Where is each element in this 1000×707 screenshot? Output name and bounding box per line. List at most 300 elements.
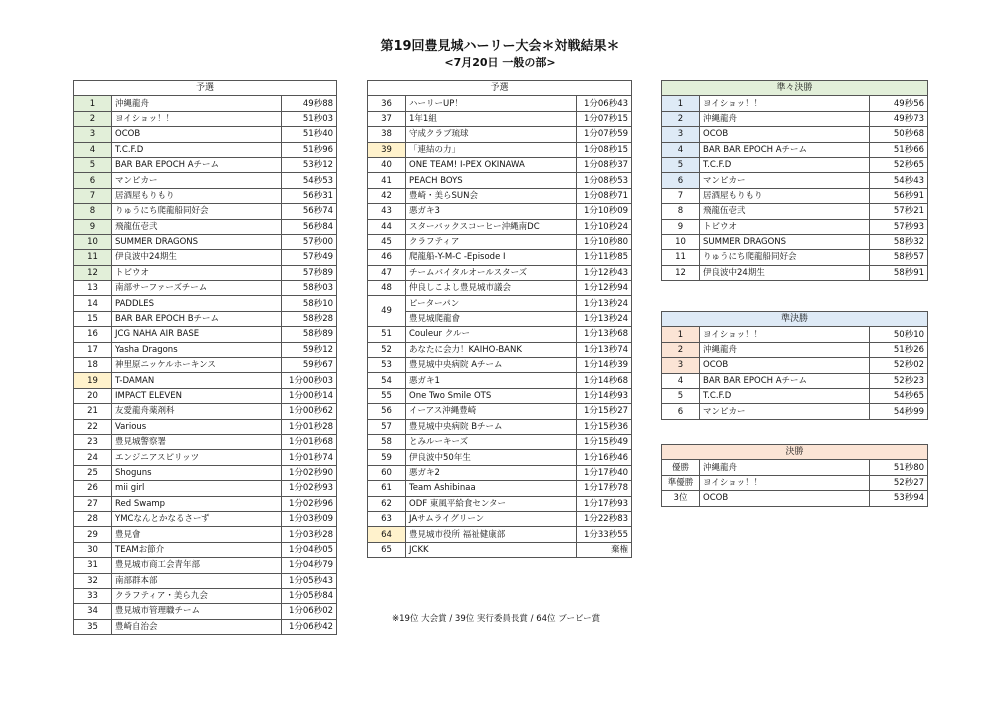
time-cell: 58秒91 bbox=[870, 265, 928, 280]
table-row bbox=[662, 404, 928, 419]
rank-cell: 33 bbox=[74, 588, 112, 603]
rank-cell: 3 bbox=[662, 127, 700, 142]
time-cell: 1分01秒68 bbox=[282, 434, 337, 449]
rank-cell: 38 bbox=[368, 127, 406, 142]
team-cell: 神里原ニッケルホーキンス bbox=[112, 358, 282, 373]
rank-cell: 13 bbox=[74, 281, 112, 296]
team-cell: ODF 東風平給食センター bbox=[406, 496, 577, 511]
table-row bbox=[368, 511, 632, 526]
rank-cell: 58 bbox=[368, 434, 406, 449]
table-row bbox=[74, 404, 337, 419]
table-row bbox=[662, 234, 928, 249]
rank-cell: 48 bbox=[368, 281, 406, 296]
time-cell: 1分02秒96 bbox=[282, 496, 337, 511]
team-cell: 飛龍伍壱弐 bbox=[112, 219, 282, 234]
team-cell: JCKK bbox=[406, 542, 577, 557]
time-cell: 51秒96 bbox=[282, 142, 337, 157]
team-cell: T.C.F.D bbox=[700, 388, 870, 403]
rank-cell: 16 bbox=[74, 327, 112, 342]
time-cell: 1分14秒93 bbox=[577, 388, 632, 403]
table-row bbox=[662, 96, 928, 111]
team-cell: 豊見會 bbox=[112, 527, 282, 542]
table-row bbox=[74, 111, 337, 126]
rank-cell: 17 bbox=[74, 342, 112, 357]
table-row bbox=[662, 358, 928, 373]
table-row bbox=[368, 419, 632, 434]
rank-cell: 55 bbox=[368, 388, 406, 403]
time-cell: 1分07秒15 bbox=[577, 111, 632, 126]
table-row bbox=[368, 234, 632, 249]
time-cell: 1分04秒05 bbox=[282, 542, 337, 557]
rank-cell: 5 bbox=[74, 157, 112, 172]
table-row bbox=[368, 373, 632, 388]
time-cell: 1分06秒02 bbox=[282, 604, 337, 619]
rank-cell: 26 bbox=[74, 481, 112, 496]
rank-cell: 51 bbox=[368, 327, 406, 342]
rank-cell: 47 bbox=[368, 265, 406, 280]
time-cell: 58秒10 bbox=[282, 296, 337, 311]
time-cell: 1分00秒03 bbox=[282, 373, 337, 388]
team-cell: 豊見城警察署 bbox=[112, 434, 282, 449]
rank-cell: 5 bbox=[662, 388, 700, 403]
table-row bbox=[74, 265, 337, 280]
table-row bbox=[74, 373, 337, 388]
time-cell: 1分08秒37 bbox=[577, 157, 632, 172]
rank-cell: 61 bbox=[368, 481, 406, 496]
table-row bbox=[368, 281, 632, 296]
team-cell: Team Ashibinaa bbox=[406, 481, 577, 496]
rank-cell: 39 bbox=[368, 142, 406, 157]
team-cell: Red Swamp bbox=[112, 496, 282, 511]
table-row bbox=[74, 588, 337, 603]
team-cell: ヨイショッ！！ bbox=[700, 96, 870, 111]
rank-cell: 34 bbox=[74, 604, 112, 619]
time-cell: 1分11秒85 bbox=[577, 250, 632, 265]
time-cell: 1分22秒83 bbox=[577, 511, 632, 526]
table-row bbox=[662, 460, 928, 475]
table-row bbox=[74, 450, 337, 465]
table-heading: 予選 bbox=[74, 81, 337, 96]
team-cell: PEACH BOYS bbox=[406, 173, 577, 188]
table-row bbox=[662, 219, 928, 234]
time-cell: 51秒66 bbox=[870, 142, 928, 157]
table-row bbox=[74, 358, 337, 373]
table-row bbox=[74, 219, 337, 234]
team-cell: 豊崎自治会 bbox=[112, 619, 282, 634]
team-cell: Shoguns bbox=[112, 465, 282, 480]
team-cell: 居酒屋もりもり bbox=[112, 188, 282, 203]
team-cell: マンピカー bbox=[700, 173, 870, 188]
table-row bbox=[662, 127, 928, 142]
team-cell: クラフティア bbox=[406, 234, 577, 249]
rank-cell: 5 bbox=[662, 157, 700, 172]
time-cell: 51秒26 bbox=[870, 342, 928, 357]
table-row bbox=[368, 542, 632, 557]
rank-cell: 37 bbox=[368, 111, 406, 126]
team-cell: 居酒屋もりもり bbox=[700, 188, 870, 203]
table-row bbox=[74, 281, 337, 296]
time-cell: 1分14秒39 bbox=[577, 358, 632, 373]
time-cell: 50秒68 bbox=[870, 127, 928, 142]
time-cell: 1分17秒93 bbox=[577, 496, 632, 511]
table-row bbox=[74, 188, 337, 203]
team-cell: ヨイショッ！！ bbox=[700, 475, 870, 490]
team-cell: ピーターパン bbox=[406, 296, 577, 311]
time-cell: 56秒31 bbox=[282, 188, 337, 203]
rank-cell: 43 bbox=[368, 204, 406, 219]
team-cell: 南部サーファーズチーム bbox=[112, 281, 282, 296]
table-header-row bbox=[662, 312, 928, 327]
table-row bbox=[368, 219, 632, 234]
table-row bbox=[74, 96, 337, 111]
team-cell: りゅうにち爬龍船同好会 bbox=[700, 250, 870, 265]
team-cell: 豊見城市役所 福祉健康部 bbox=[406, 527, 577, 542]
table-row bbox=[368, 465, 632, 480]
table-row bbox=[662, 250, 928, 265]
time-cell: 58秒03 bbox=[282, 281, 337, 296]
table-row bbox=[74, 604, 337, 619]
rank-cell: 9 bbox=[74, 219, 112, 234]
time-cell: 51秒80 bbox=[870, 460, 928, 475]
rank-cell: 65 bbox=[368, 542, 406, 557]
time-cell: 49秒56 bbox=[870, 96, 928, 111]
team-cell: BAR BAR EPOCH Aチーム bbox=[112, 157, 282, 172]
time-cell: 53秒94 bbox=[870, 491, 928, 506]
rank-cell: 2 bbox=[662, 111, 700, 126]
table-row bbox=[662, 111, 928, 126]
rank-cell: 54 bbox=[368, 373, 406, 388]
team-cell: 悪ガキ3 bbox=[406, 204, 577, 219]
rank-cell: 3位 bbox=[662, 491, 700, 506]
time-cell: 1分03秒28 bbox=[282, 527, 337, 542]
time-cell: 棄権 bbox=[577, 542, 632, 557]
table-row bbox=[74, 204, 337, 219]
team-cell: イーアス沖縄豊崎 bbox=[406, 404, 577, 419]
team-cell: とみルーキーズ bbox=[406, 434, 577, 449]
team-cell: 「連結の力」 bbox=[406, 142, 577, 157]
page-subtitle: <7月20日 一般の部> bbox=[444, 56, 556, 69]
table-row bbox=[368, 296, 632, 311]
table-row bbox=[368, 173, 632, 188]
team-cell: 悪ガキ2 bbox=[406, 465, 577, 480]
yosen-table-left bbox=[73, 80, 337, 635]
time-cell: 50秒10 bbox=[870, 327, 928, 342]
rank-cell: 59 bbox=[368, 450, 406, 465]
team-cell: エンジニアスピリッツ bbox=[112, 450, 282, 465]
time-cell: 1分13秒74 bbox=[577, 342, 632, 357]
rank-cell: 42 bbox=[368, 188, 406, 203]
time-cell: 1分00秒14 bbox=[282, 388, 337, 403]
table-row bbox=[368, 404, 632, 419]
table-row bbox=[74, 250, 337, 265]
yosen-table-right bbox=[367, 80, 632, 558]
team-cell: T.C.F.D bbox=[700, 157, 870, 172]
team-cell: 沖縄龍舟 bbox=[700, 111, 870, 126]
table-row bbox=[368, 250, 632, 265]
table-row bbox=[662, 265, 928, 280]
time-cell: 1分15秒27 bbox=[577, 404, 632, 419]
rank-cell: 28 bbox=[74, 511, 112, 526]
team-cell: 豊見城中央病院 Bチーム bbox=[406, 419, 577, 434]
team-cell: Various bbox=[112, 419, 282, 434]
rank-cell: 21 bbox=[74, 404, 112, 419]
final-table bbox=[661, 444, 928, 507]
rank-cell: 25 bbox=[74, 465, 112, 480]
rank-cell: 23 bbox=[74, 434, 112, 449]
rank-cell: 8 bbox=[74, 204, 112, 219]
time-cell: 58秒89 bbox=[282, 327, 337, 342]
team-cell: 沖縄龍舟 bbox=[112, 96, 282, 111]
semifinal-table bbox=[661, 311, 928, 420]
table-row bbox=[74, 419, 337, 434]
time-cell: 57秒93 bbox=[870, 219, 928, 234]
rank-cell: 19 bbox=[74, 373, 112, 388]
rank-cell: 45 bbox=[368, 234, 406, 249]
rank-cell: 35 bbox=[74, 619, 112, 634]
team-cell: BAR BAR EPOCH Aチーム bbox=[700, 142, 870, 157]
team-cell: 南部群本部 bbox=[112, 573, 282, 588]
table-header-row bbox=[368, 81, 632, 96]
rank-cell: 1 bbox=[74, 96, 112, 111]
team-cell: YMCなんとかなるさーず bbox=[112, 511, 282, 526]
time-cell: 1分01秒74 bbox=[282, 450, 337, 465]
time-cell: 1分10秒09 bbox=[577, 204, 632, 219]
time-cell: 58秒32 bbox=[870, 234, 928, 249]
table-row bbox=[74, 511, 337, 526]
rank-cell: 14 bbox=[74, 296, 112, 311]
rank-cell: 6 bbox=[662, 173, 700, 188]
table-row bbox=[368, 342, 632, 357]
rank-cell: 3 bbox=[662, 358, 700, 373]
time-cell: 52秒27 bbox=[870, 475, 928, 490]
team-cell: 友愛龍舟薬剤科 bbox=[112, 404, 282, 419]
team-cell: りゅうにち爬龍船同好会 bbox=[112, 204, 282, 219]
rank-cell: 9 bbox=[662, 219, 700, 234]
rank-cell: 60 bbox=[368, 465, 406, 480]
rank-cell: 18 bbox=[74, 358, 112, 373]
rank-cell: 63 bbox=[368, 511, 406, 526]
team-cell: 豊見城市商工会青年部 bbox=[112, 558, 282, 573]
table-header-row bbox=[74, 81, 337, 96]
time-cell: 1分00秒62 bbox=[282, 404, 337, 419]
team-cell: 伊良波中24期生 bbox=[700, 265, 870, 280]
rank-cell: 10 bbox=[74, 234, 112, 249]
rank-cell: 8 bbox=[662, 204, 700, 219]
rank-cell: 6 bbox=[74, 173, 112, 188]
team-cell: スターバックスコーヒー沖縄南DC bbox=[406, 219, 577, 234]
rank-cell: 優勝 bbox=[662, 460, 700, 475]
time-cell: 51秒03 bbox=[282, 111, 337, 126]
rank-cell: 1 bbox=[662, 96, 700, 111]
time-cell: 1分01秒28 bbox=[282, 419, 337, 434]
rank-cell: 6 bbox=[662, 404, 700, 419]
team-cell: T.C.F.D bbox=[112, 142, 282, 157]
rank-cell: 40 bbox=[368, 157, 406, 172]
time-cell: 1分08秒15 bbox=[577, 142, 632, 157]
table-row bbox=[368, 450, 632, 465]
rank-cell: 1 bbox=[662, 327, 700, 342]
time-cell: 1分10秒80 bbox=[577, 234, 632, 249]
rank-cell: 30 bbox=[74, 542, 112, 557]
time-cell: 59秒12 bbox=[282, 342, 337, 357]
table-row bbox=[368, 204, 632, 219]
team-cell: SUMMER DRAGONS bbox=[700, 234, 870, 249]
time-cell: 1分12秒94 bbox=[577, 281, 632, 296]
team-cell: 豊見城爬龍會 bbox=[406, 311, 577, 326]
table-row bbox=[74, 327, 337, 342]
table-row bbox=[74, 234, 337, 249]
time-cell: 58秒28 bbox=[282, 311, 337, 326]
time-cell: 1分15秒36 bbox=[577, 419, 632, 434]
team-cell: 伊良波中50年生 bbox=[406, 450, 577, 465]
table-row bbox=[662, 373, 928, 388]
rank-cell: 64 bbox=[368, 527, 406, 542]
table-row bbox=[368, 127, 632, 142]
table-row bbox=[662, 388, 928, 403]
table-row bbox=[662, 188, 928, 203]
time-cell: 49秒88 bbox=[282, 96, 337, 111]
table-row bbox=[74, 542, 337, 557]
team-cell: 伊良波中24期生 bbox=[112, 250, 282, 265]
rank-cell: 49 bbox=[368, 296, 406, 327]
table-row bbox=[74, 434, 337, 449]
table-row bbox=[662, 491, 928, 506]
time-cell: 1分06秒42 bbox=[282, 619, 337, 634]
team-cell: T-DAMAN bbox=[112, 373, 282, 388]
time-cell: 56秒84 bbox=[282, 219, 337, 234]
time-cell: 1分13秒68 bbox=[577, 327, 632, 342]
time-cell: 1分13秒24 bbox=[577, 296, 632, 311]
team-cell: 豊見城中央病院 Aチーム bbox=[406, 358, 577, 373]
table-row bbox=[662, 475, 928, 490]
team-cell: 沖縄龍舟 bbox=[700, 460, 870, 475]
time-cell: 57秒89 bbox=[282, 265, 337, 280]
team-cell: 豊崎・美らSUN会 bbox=[406, 188, 577, 203]
table-row bbox=[368, 265, 632, 280]
table-row bbox=[74, 388, 337, 403]
time-cell: 57秒49 bbox=[282, 250, 337, 265]
rank-cell: 2 bbox=[74, 111, 112, 126]
rank-cell: 15 bbox=[74, 311, 112, 326]
time-cell: 1分33秒55 bbox=[577, 527, 632, 542]
table-row bbox=[662, 173, 928, 188]
award-note: ※19位 大会賞 / 39位 実行委員長賞 / 64位 ブービー賞 bbox=[392, 614, 601, 624]
team-cell: 爬龍船-Y-M-C -Episode I bbox=[406, 250, 577, 265]
team-cell: マンピカー bbox=[700, 404, 870, 419]
rank-cell: 52 bbox=[368, 342, 406, 357]
table-row bbox=[368, 157, 632, 172]
time-cell: 1分04秒79 bbox=[282, 558, 337, 573]
rank-cell: 56 bbox=[368, 404, 406, 419]
table-row bbox=[74, 527, 337, 542]
time-cell: 56秒74 bbox=[282, 204, 337, 219]
time-cell: 1分14秒68 bbox=[577, 373, 632, 388]
table-header-row bbox=[662, 81, 928, 96]
team-cell: JCG NAHA AIR BASE bbox=[112, 327, 282, 342]
table-heading: 準々決勝 bbox=[662, 81, 928, 96]
team-cell: 豊見城市管理職チーム bbox=[112, 604, 282, 619]
team-cell: マンピカー bbox=[112, 173, 282, 188]
rank-cell: 57 bbox=[368, 419, 406, 434]
rank-cell: 4 bbox=[74, 142, 112, 157]
team-cell: One Two Smile OTS bbox=[406, 388, 577, 403]
table-header-row bbox=[662, 445, 928, 460]
rank-cell: 12 bbox=[662, 265, 700, 280]
rank-cell: 44 bbox=[368, 219, 406, 234]
table-row bbox=[74, 157, 337, 172]
time-cell: 1分02秒93 bbox=[282, 481, 337, 496]
time-cell: 53秒12 bbox=[282, 157, 337, 172]
quarterfinal-table bbox=[661, 80, 928, 281]
rank-cell: 53 bbox=[368, 358, 406, 373]
rank-cell: 4 bbox=[662, 142, 700, 157]
team-cell: IMPACT ELEVEN bbox=[112, 388, 282, 403]
time-cell: 49秒73 bbox=[870, 111, 928, 126]
team-cell: 仲良しこよし豊見城市議会 bbox=[406, 281, 577, 296]
time-cell: 1分13秒24 bbox=[577, 311, 632, 326]
time-cell: 54秒53 bbox=[282, 173, 337, 188]
table-row bbox=[74, 342, 337, 357]
rank-cell: 3 bbox=[74, 127, 112, 142]
table-row bbox=[74, 465, 337, 480]
rank-cell: 11 bbox=[74, 250, 112, 265]
table-heading: 決勝 bbox=[662, 445, 928, 460]
time-cell: 54秒43 bbox=[870, 173, 928, 188]
rank-cell: 31 bbox=[74, 558, 112, 573]
time-cell: 52秒65 bbox=[870, 157, 928, 172]
team-cell: トビウオ bbox=[112, 265, 282, 280]
table-row bbox=[74, 481, 337, 496]
time-cell: 54秒99 bbox=[870, 404, 928, 419]
rank-cell: 32 bbox=[74, 573, 112, 588]
team-cell: チームバイタルオールスターズ bbox=[406, 265, 577, 280]
team-cell: 沖縄龍舟 bbox=[700, 342, 870, 357]
team-cell: クラフティア・美ら九会 bbox=[112, 588, 282, 603]
team-cell: BAR BAR EPOCH Aチーム bbox=[700, 373, 870, 388]
table-row bbox=[74, 619, 337, 634]
team-cell: Yasha Dragons bbox=[112, 342, 282, 357]
table-row bbox=[368, 111, 632, 126]
time-cell: 57秒21 bbox=[870, 204, 928, 219]
page-title: 第19回豊見城ハーリー大会＊対戦結果＊ bbox=[380, 39, 620, 54]
rank-cell: 10 bbox=[662, 234, 700, 249]
rank-cell: 36 bbox=[368, 96, 406, 111]
time-cell: 1分12秒43 bbox=[577, 265, 632, 280]
time-cell: 1分02秒90 bbox=[282, 465, 337, 480]
rank-cell: 22 bbox=[74, 419, 112, 434]
time-cell: 1分16秒46 bbox=[577, 450, 632, 465]
team-cell: mii girl bbox=[112, 481, 282, 496]
rank-cell: 41 bbox=[368, 173, 406, 188]
rank-cell: 29 bbox=[74, 527, 112, 542]
time-cell: 51秒40 bbox=[282, 127, 337, 142]
table-row bbox=[368, 327, 632, 342]
time-cell: 1分06秒43 bbox=[577, 96, 632, 111]
team-cell: BAR BAR EPOCH Bチーム bbox=[112, 311, 282, 326]
time-cell: 59秒67 bbox=[282, 358, 337, 373]
time-cell: 1分17秒78 bbox=[577, 481, 632, 496]
table-row bbox=[74, 127, 337, 142]
rank-cell: 11 bbox=[662, 250, 700, 265]
rank-cell: 7 bbox=[662, 188, 700, 203]
team-cell: 悪ガキ1 bbox=[406, 373, 577, 388]
table-row bbox=[368, 96, 632, 111]
table-row bbox=[368, 481, 632, 496]
time-cell: 1分10秒24 bbox=[577, 219, 632, 234]
time-cell: 56秒91 bbox=[870, 188, 928, 203]
table-row bbox=[74, 311, 337, 326]
team-cell: OCOB bbox=[700, 358, 870, 373]
